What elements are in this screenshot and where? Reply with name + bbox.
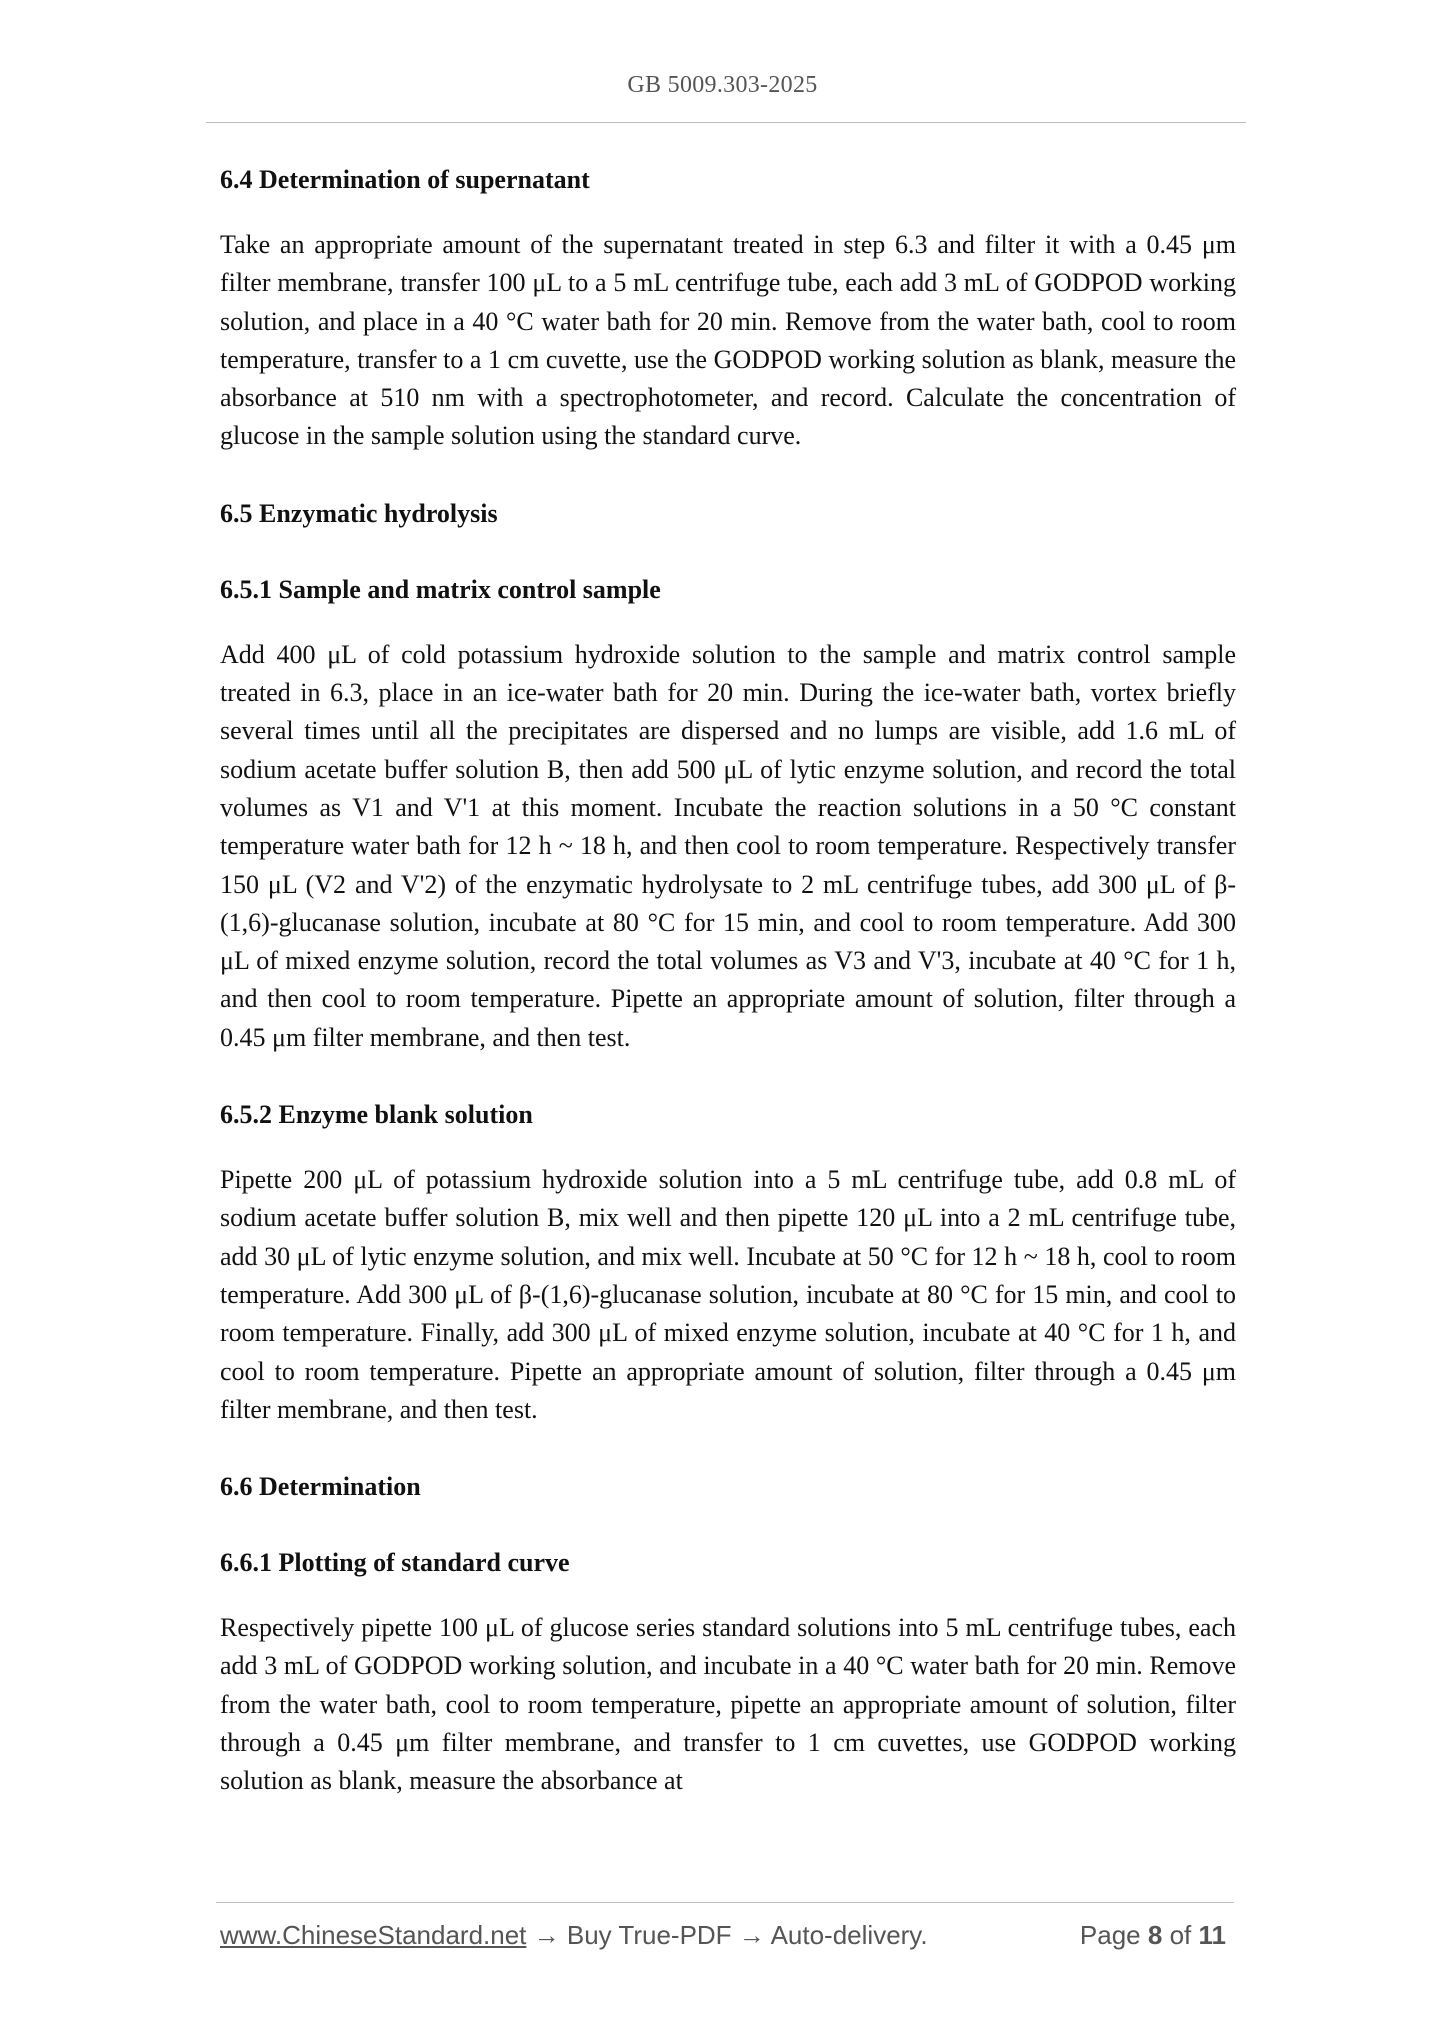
- header-divider: [206, 122, 1246, 123]
- page-current: 8: [1147, 1920, 1163, 1950]
- footer-divider: [216, 1902, 1234, 1903]
- document-body: [220, 150, 1236, 1801]
- section-paragraph-6-5-2: Pipette 200 μL of potassium hydroxide solution into a 5 mL centrifuge tube, add 0.8 mL of sodium acetate buffer solution B, mix well and then pipette 120 μL into a 2 mL centrifuge tube, add 30 μL of lytic enzyme solution, and mix well. Incubate at 50 °C for 12 h ~ 18 h, cool to room temperature. Add 300 μL of β-(1,6)-glucanase solution, incubate at 80 °C for 15 min, and cool to room temperature. Finally, add 300 μL of mixed enzyme solution, incubate at 40 °C for 1 h, and cool to room temperature. Pipette an appropriate amount of solution, filter through a 0.45 μm filter membrane, and then test.: [220, 1165, 1236, 1424]
- page-total: 11: [1198, 1920, 1226, 1950]
- section-heading-6-5-1: 6.5.1 Sample and matrix control sample: [220, 574, 661, 604]
- section-heading-6-5-2: 6.5.2 Enzyme blank solution: [220, 1100, 533, 1130]
- section-heading-6-6-1: 6.6.1 Plotting of standard curve: [220, 1548, 570, 1578]
- section-paragraph-6-4: Take an appropriate amount of the supernatant treated in step 6.3 and filter it with a 0.45 μm filter membrane, transfer 100 μL to a 5 mL centrifuge tube, each add 3 mL of GODPOD working solution, and place in a 40 °C water bath for 20 min. Remove from the water bath, cool to room temperature, transfer to a 1 cm cuvette, use the GODPOD working solution as blank, measure the absorbance at 510 nm with a spectrophotometer, and record. Calculate the concentration of glucose in the sample solution using the standard curve.: [220, 230, 1236, 451]
- page-label: Page: [1079, 1920, 1141, 1950]
- section-paragraph-6-5-1: Add 400 μL of cold potassium hydroxide solution to the sample and matrix control sample treated in 6.3, place in an ice-water bath for 20 min. During the ice-water bath, vortex briefly several times until all the precipitates are dispersed and no lumps are visible, add 1.6 mL of sodium acetate buffer solution B, then add 500 μL of lytic enzyme solution, and record the total volumes as V1 and V'1 at this moment. Incubate the reaction solutions in a 50 °C constant temperature water bath for 12 h ~ 18 h, and then cool to room temperature. Respectively transfer 150 μL (V2 and V'2) of the enzymatic hydrolysate to 2 mL centrifuge tubes, add 300 μL of β-(1,6)-glucanase solution, incubate at 80 °C for 15 min, and cool to room temperature. Add 300 μL of mixed enzyme solution, record the total volumes as V3 and V'3, incubate at 40 °C for 1 h, and then cool to room temperature. Pipette an appropriate amount of solution, filter through a 0.45 μm filter membrane, and then test.: [220, 639, 1236, 1052]
- section-paragraph-6-6-1: Respectively pipette 100 μL of glucose series standard solutions into 5 mL centrifuge tubes, each add 3 mL of GODPOD working solution, and incubate in a 40 °C water bath for 20 min. Remove from the water bath, cool to room temperature, pipette an appropriate amount of solution, filter through a 0.45 μm filter membrane, and transfer to 1 cm cuvettes, use GODPOD working solution as blank, measure the absorbance at: [220, 1613, 1236, 1796]
- page-indicator: [1080, 1920, 1226, 1951]
- section-heading-6-5: 6.5 Enzymatic hydrolysis: [220, 498, 498, 528]
- footer-promo: [220, 1920, 928, 1951]
- document-header-title: GB 5009.303-2025: [627, 72, 818, 98]
- page-footer: [220, 1920, 1236, 1956]
- section-heading-6-6: 6.6 Determination: [220, 1472, 421, 1502]
- website-link[interactable]: www.ChineseStandard.net: [220, 1920, 527, 1950]
- section-heading-6-4: 6.4 Determination of supernatant: [220, 165, 590, 194]
- footer-tagline: → Buy True-PDF → Auto-delivery.: [526, 1920, 928, 1950]
- page-of-label: of: [1169, 1920, 1192, 1950]
